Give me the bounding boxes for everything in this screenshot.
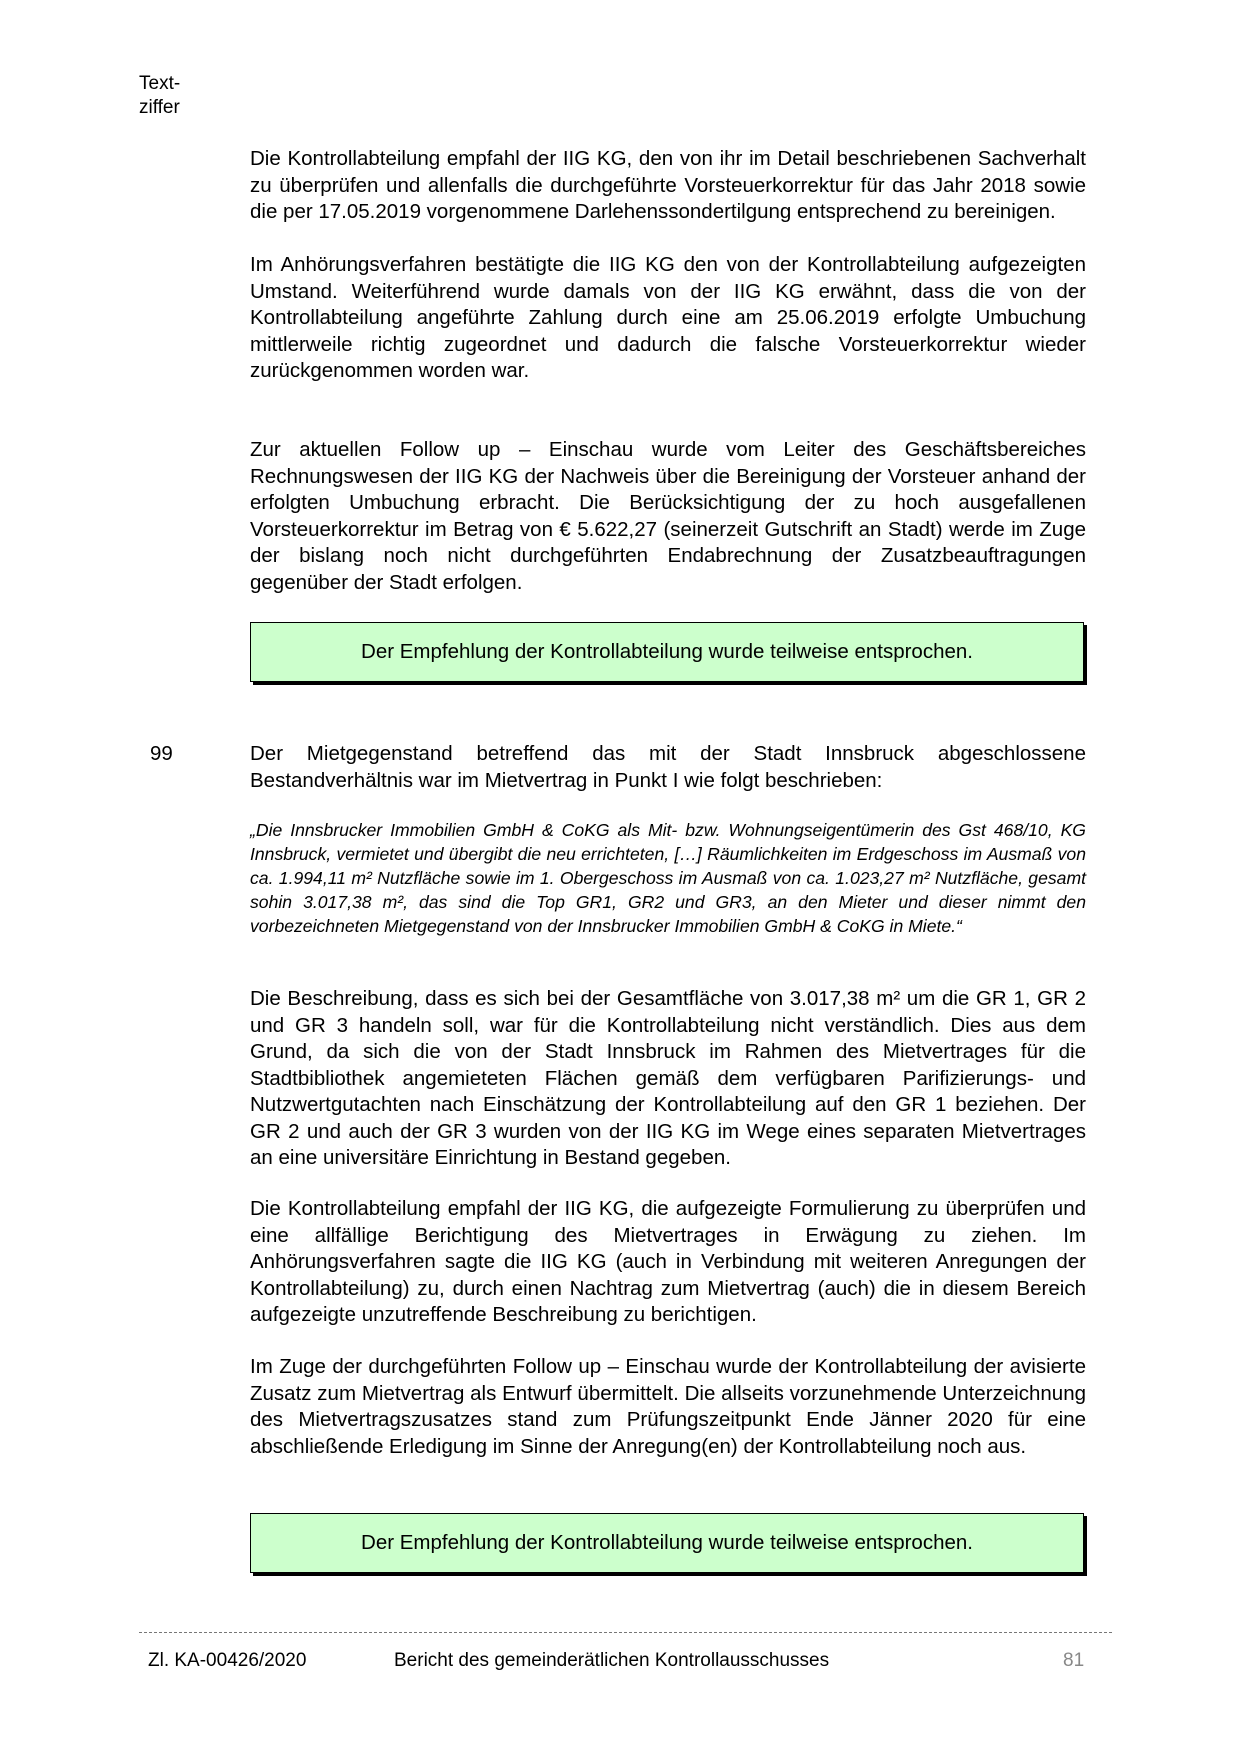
footer-title: Bericht des gemeinderätlichen Kontrollausschusses xyxy=(394,1650,830,1671)
page-number: 81 xyxy=(1063,1650,1085,1671)
result-box-98: Der Empfehlung der Kontrollabteilung wurde teilweise entsprochen. xyxy=(250,622,1084,682)
paragraph-followup-99: Im Zuge der durchgeführten Follow up – Einschau wurde der Kontrollabteilung der avisierte Zusatz zum Mietvertrag als Entwurf übermittelt. Die allseits vorzunehmende Unterzeichnung des Mietvertragszusatzes stand zum Prüfungszeitpunkt Ende Jänner 2020 für eine abschließende Erledigung im Sinne der Anregung(en) der Kontrollabteilung noch aus. xyxy=(250,1355,1086,1458)
paragraph-hearing-98: Im Anhörungsverfahren bestätigte die IIG KG den von der Kontrollabteilung aufgezeigten Umstand. Weiterführend wurde damals von der IIG KG erwähnt, dass die von der Kontrollabteilung angeführte Zahlung durch eine am 25.06.2019 erfolgte Umbuchung mittlerweile richtig zugeordnet und dadurch die falsche Vorsteuerkorrektur wieder zurückgenommen worden war. xyxy=(250,253,1086,382)
footer-divider xyxy=(139,1632,1112,1633)
margin-label-line1: Text- xyxy=(139,73,181,94)
result-box-99: Der Empfehlung der Kontrollabteilung wurde teilweise entsprochen. xyxy=(250,1513,1084,1573)
quote-lease-contract: „Die Innsbrucker Immobilien GmbH & CoKG als Mit- bzw. Wohnungseigentümerin des Gst 468/10, KG Innsbruck, vermietet und übergibt die neu errichteten, […] Räumlichkeiten im Erdgeschoss im Ausmaß von ca. 1.994,11 m² Nutzfläche sowie im 1. Obergeschoss im Ausmaß von ca. 1.023,27 m² Nutzfläche, gesamt sohin 3.017,38 m², das sind die Top GR1, GR2 und GR3, an den Mieter und dieser nimmt den vorbezeichneten Mietgegenstand von der Innsbrucker Immobilien GmbH & CoKG in Miete.“ xyxy=(250,820,1086,936)
margin-label-line2: ziffer xyxy=(139,97,180,118)
paragraph-followup-98: Zur aktuellen Follow up – Einschau wurde vom Leiter des Geschäftsbereiches Rechnungswesen der IIG KG der Nachweis über die Bereinigung der Vorsteuer anhand der erfolgten Umbuchung erbracht. Die Berücksichtigung der zu hoch ausgefallenen Vorsteuerkorrektur im Betrag von € 5.622,27 (seinerzeit Gutschrift an Stadt) werde im Zuge der bislang noch nicht durchgeführten Endabrechnung der Zusatzbeauftragungen gegenüber der Stadt erfolgen. xyxy=(250,438,1086,594)
margin-label-textziffer xyxy=(139,72,180,120)
paragraph-description-99: Die Beschreibung, dass es sich bei der Gesamtfläche von 3.017,38 m² um die GR 1, GR 2 und GR 3 handeln soll, war für die Kontrollabteilung nicht verständlich. Dies aus dem Grund, da sich die von der Stadt Innsbruck im Rahmen des Mietvertrages für die Stadtbibliothek angemieteten Flächen gemäß dem verfügbaren Parifizierungs- und Nutzwertgutachten nach Einschätzung der Kontrollabteilung auf den GR 1 beziehen. Der GR 2 und auch der GR 3 wurden von der IIG KG im Wege eines separaten Mietvertrages an eine universitäre Einrichtung in Bestand gegeben. xyxy=(250,987,1086,1169)
paragraph-recommendation-99: Die Kontrollabteilung empfahl der IIG KG, die aufgezeigte Formulierung zu überprüfen und eine allfällige Berichtigung des Mietvertrages in Erwägung zu ziehen. Im Anhörungsverfahren sagte die IIG KG (auch in Verbindung mit weiteren Anregungen der Kontrollabteilung) zu, durch einen Nachtrag zum Mietvertrag (auch) die in diesem Bereich aufgezeigte unzutreffende Beschreibung zu berichtigen. xyxy=(250,1197,1086,1326)
paragraph-recommendation-98: Die Kontrollabteilung empfahl der IIG KG, den von ihr im Detail beschriebenen Sachverhalt zu überprüfen und allenfalls die durchgeführte Vorsteuerkorrektur für das Jahr 2018 sowie die per 17.05.2019 vorgenommene Darlehenssondertilgung entsprechend zu bereinigen. xyxy=(250,147,1086,223)
textziffer-number: 99 xyxy=(150,742,173,765)
paragraph-intro-99: Der Mietgegenstand betreffend das mit der Stadt Innsbruck abgeschlossene Bestandverhältnis war im Mietvertrag in Punkt I wie folgt beschrieben: xyxy=(250,742,1086,792)
footer-reference: Zl. KA-00426/2020 xyxy=(148,1650,307,1671)
